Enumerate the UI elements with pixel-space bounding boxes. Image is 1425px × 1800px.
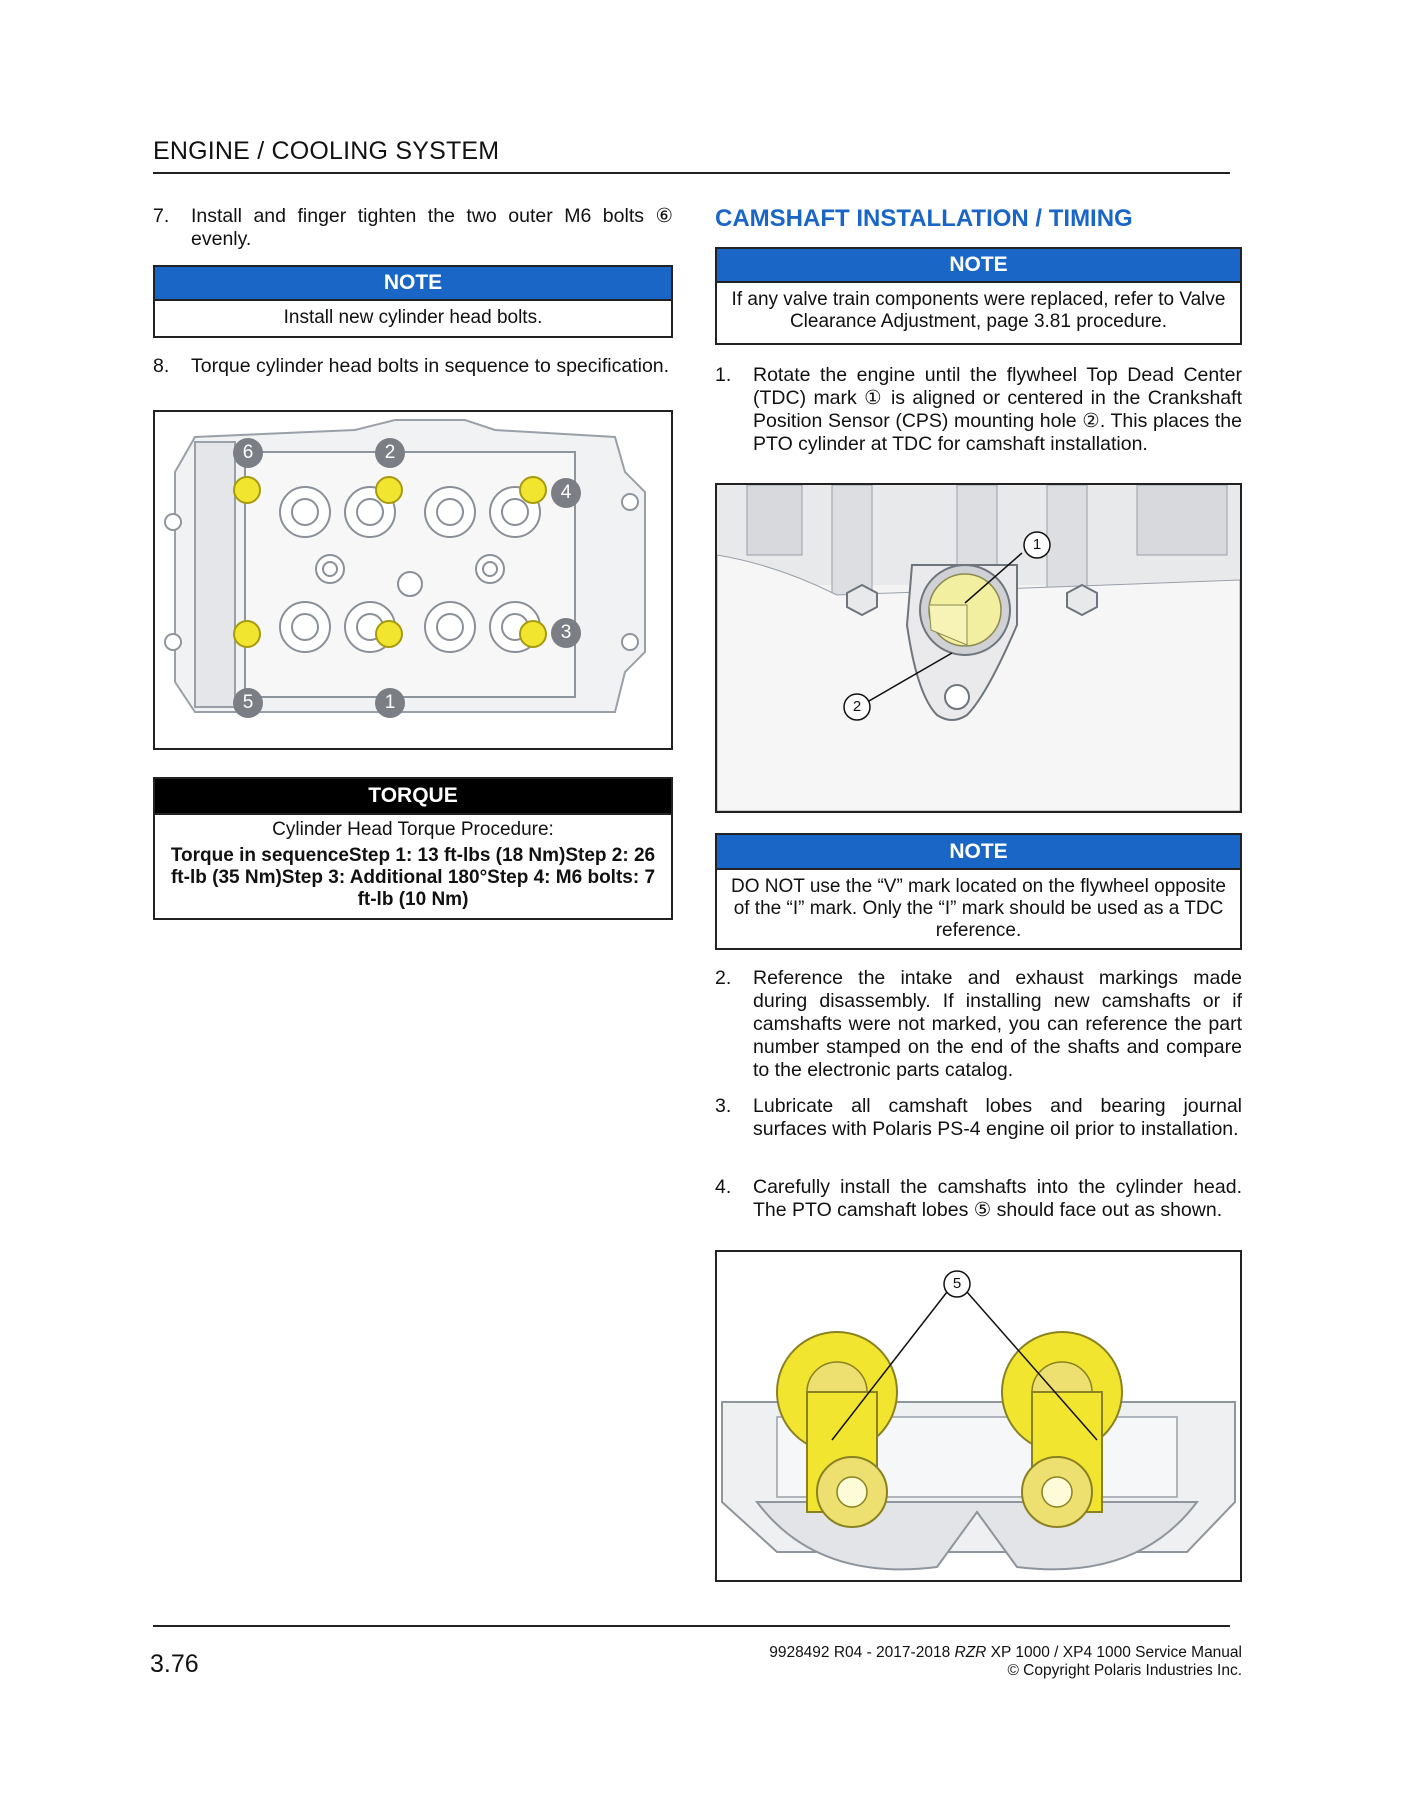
note-body: Install new cylinder head bolts. (283, 307, 543, 328)
note-box-valve-clearance (715, 247, 1242, 345)
torque-box (153, 777, 673, 920)
step-3: 3. Lubricate all camshaft lobes and bearing journal surfaces with Polaris PS-4 engine oil prior to installation. (715, 1095, 1242, 1140)
step-1: 1. Rotate the engine until the flywheel Top Dead Center (TDC) mark ① is aligned or centered in the Crankshaft Position Sensor (CPS) mounting hole ②. This places the PTO cylinder at TDC for camshaft installation. (715, 364, 1242, 455)
figure-camshafts (715, 1250, 1242, 1582)
crankcase-drawing (717, 485, 1240, 811)
note-header: NOTE (717, 249, 1240, 283)
footer-rule (153, 1625, 1230, 1627)
figure-flywheel-tdc (715, 483, 1242, 813)
note-body: DO NOT use the “V” mark located on the flywheel opposite of the “I” mark. Only the “I” mark should be used as a TDC reference. (731, 876, 1226, 941)
section-title: ENGINE / COOLING SYSTEM (153, 137, 500, 165)
callout-1: 1 (1032, 536, 1042, 553)
page-number: 3.76 (150, 1650, 199, 1678)
callout-2: 2 (852, 698, 862, 715)
callout-5: 5 (952, 1275, 962, 1292)
note-box-v-mark (715, 833, 1242, 950)
header-rule (153, 172, 1230, 174)
torque-line-2: Torque in sequenceStep 1: 13 ft-lbs (18 Nm)Step 2: 26 ft-lb (35 Nm)Step 3: Additional 180°Step 4: M6 bolts: 7 ft-lb (10 Nm) (170, 845, 656, 910)
callout-4: 4 (551, 478, 581, 508)
cylinder-head-drawing (155, 412, 671, 748)
camshaft-drawing (717, 1252, 1240, 1580)
note-header: NOTE (717, 835, 1240, 870)
step-4: 4. Carefully install the camshafts into the cylinder head. The PTO camshaft lobes ⑤ should face out as shown. (715, 1176, 1242, 1221)
note-box-install-bolts (153, 265, 673, 338)
callout-3: 3 (551, 618, 581, 648)
callout-5: 5 (233, 688, 263, 718)
figure-bolt-sequence (153, 410, 673, 750)
callout-1: 1 (375, 688, 405, 718)
note-header: NOTE (155, 267, 671, 301)
torque-header: TORQUE (155, 779, 671, 815)
camshaft-heading: CAMSHAFT INSTALLATION / TIMING (715, 205, 1133, 232)
callout-2: 2 (375, 438, 405, 468)
footer-manual-info: 9928492 R04 - 2017-2018 RZR XP 1000 / XP4 1000 Service Manual © Copyright Polaris Industries Inc. (769, 1644, 1242, 1679)
step-2: 2. Reference the intake and exhaust markings made during disassembly. If installing new camshafts or if camshafts were not marked, you can reference the part number stamped on the end of the shafts and compare to the electronic parts catalog. (715, 967, 1242, 1081)
step-7: 7. Install and finger tighten the two outer M6 bolts ⑥ evenly. (153, 205, 673, 250)
step-8: 8. Torque cylinder head bolts in sequence to specification. (153, 355, 670, 377)
callout-6: 6 (233, 438, 263, 468)
torque-line-1: Cylinder Head Torque Procedure: (272, 819, 554, 840)
note-body: If any valve train components were replaced, refer to Valve Clearance Adjustment, page 3.81 procedure. (731, 289, 1226, 332)
